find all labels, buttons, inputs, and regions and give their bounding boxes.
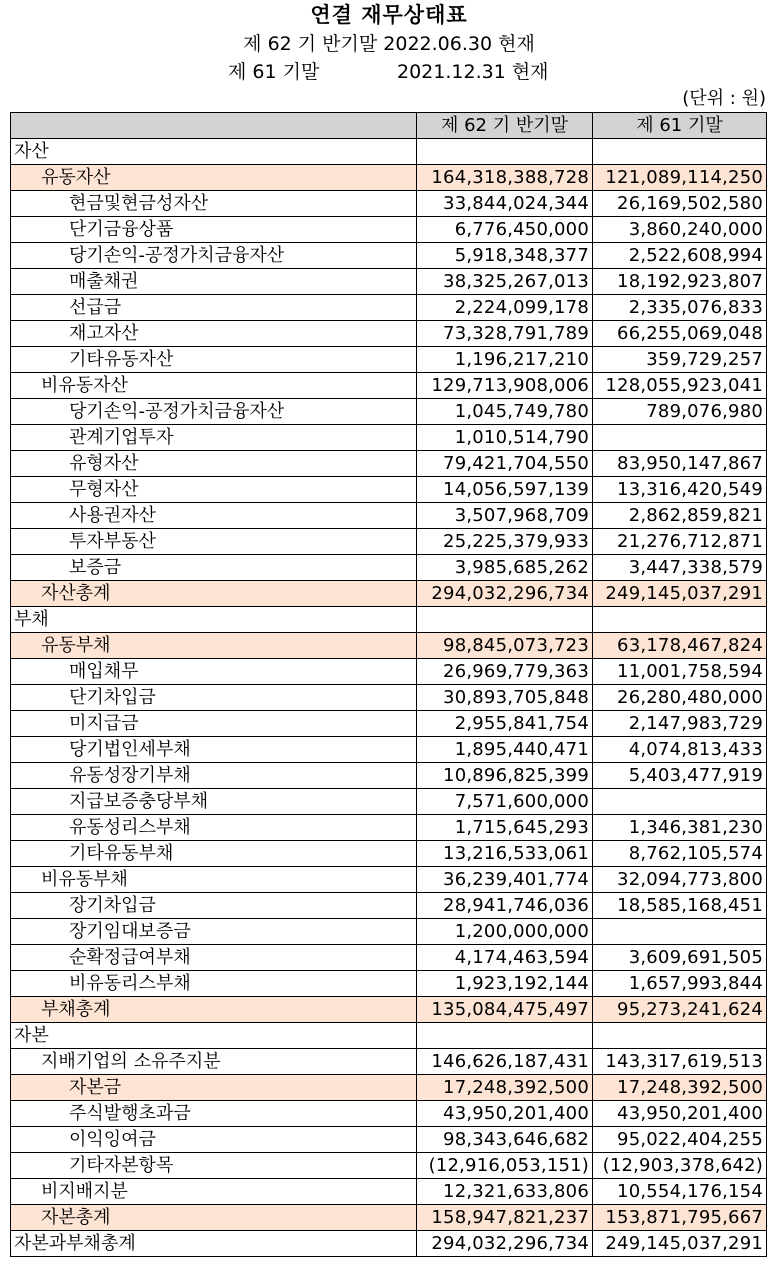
prior-period-value	[593, 789, 767, 815]
table-row	[11, 1153, 767, 1179]
report-title: 연결 재무상태표	[310, 3, 468, 27]
table-body	[11, 139, 767, 1257]
prior-period-value: 21,276,712,871	[593, 529, 767, 555]
prior-period-value: 359,729,257	[593, 347, 767, 373]
row-label: 비유동부채	[11, 867, 417, 893]
prior-period-value: 11,001,758,594	[593, 659, 767, 685]
row-label: 비유동리스부채	[11, 971, 417, 997]
table-row	[11, 997, 767, 1023]
row-label: 자본총계	[11, 1205, 417, 1231]
unit-label: (단위 : 원)	[682, 88, 766, 109]
row-label: 유형자산	[11, 451, 417, 477]
row-label: 관계기업투자	[11, 425, 417, 451]
row-label: 현금및현금성자산	[11, 191, 417, 217]
current-period-value: 10,896,825,399	[417, 763, 593, 789]
prior-period-value: 17,248,392,500	[593, 1075, 767, 1101]
current-period-value: 28,941,746,036	[417, 893, 593, 919]
row-label: 당기법인세부채	[11, 737, 417, 763]
prior-period-value: 153,871,795,667	[593, 1205, 767, 1231]
row-label: 자본	[11, 1023, 417, 1049]
row-label: 매입채무	[11, 659, 417, 685]
table-row	[11, 165, 767, 191]
table-row	[11, 841, 767, 867]
row-label: 무형자산	[11, 477, 417, 503]
table-row	[11, 1127, 767, 1153]
balance-sheet-table	[10, 112, 767, 1257]
current-period-value: 33,844,024,344	[417, 191, 593, 217]
row-label: 선급금	[11, 295, 417, 321]
prior-period-value: 1,346,381,230	[593, 815, 767, 841]
table-row	[11, 763, 767, 789]
table-row	[11, 919, 767, 945]
prior-period-value: 63,178,467,824	[593, 633, 767, 659]
prior-period-value: 83,950,147,867	[593, 451, 767, 477]
prior-period-value: 2,147,983,729	[593, 711, 767, 737]
current-period-value: 98,845,073,723	[417, 633, 593, 659]
table-row	[11, 945, 767, 971]
current-period-value: 5,918,348,377	[417, 243, 593, 269]
prior-period-value	[593, 607, 767, 633]
current-period-value: 13,216,533,061	[417, 841, 593, 867]
prior-period-value: 2,335,076,833	[593, 295, 767, 321]
row-label: 기타유동부채	[11, 841, 417, 867]
current-period-value	[417, 607, 593, 633]
current-period-value: 17,248,392,500	[417, 1075, 593, 1101]
row-label: 지배기업의 소유주지분	[11, 1049, 417, 1075]
current-period-value: 73,328,791,789	[417, 321, 593, 347]
table-row	[11, 503, 767, 529]
table-row	[11, 217, 767, 243]
prior-period-value: 18,192,923,807	[593, 269, 767, 295]
current-period-value: 6,776,450,000	[417, 217, 593, 243]
current-period-value: 1,715,645,293	[417, 815, 593, 841]
table-row	[11, 139, 767, 165]
prior-period-value	[593, 425, 767, 451]
current-period-value: 1,923,192,144	[417, 971, 593, 997]
current-period-value: 12,321,633,806	[417, 1179, 593, 1205]
row-label: 당기손익-공정가치금융자산	[11, 399, 417, 425]
current-period-value: 43,950,201,400	[417, 1101, 593, 1127]
table-row	[11, 555, 767, 581]
prior-period-value: 3,447,338,579	[593, 555, 767, 581]
prior-period-value: 128,055,923,041	[593, 373, 767, 399]
current-period-value	[417, 139, 593, 165]
prior-period-value: 249,145,037,291	[593, 1231, 767, 1257]
table-row	[11, 269, 767, 295]
row-label: 장기임대보증금	[11, 919, 417, 945]
row-label: 기타유동자산	[11, 347, 417, 373]
column-header-prior: 제 61 기말	[593, 113, 767, 139]
table-row	[11, 1101, 767, 1127]
prior-period-label: 제 61 기말	[228, 61, 320, 83]
column-header-item	[11, 113, 417, 139]
table-row	[11, 1205, 767, 1231]
row-label: 자산총계	[11, 581, 417, 607]
row-label: 사용권자산	[11, 503, 417, 529]
row-label: 기타자본항목	[11, 1153, 417, 1179]
current-period-value: 98,343,646,682	[417, 1127, 593, 1153]
current-period-value: 294,032,296,734	[417, 581, 593, 607]
current-period-value: 1,010,514,790	[417, 425, 593, 451]
current-period-value: 3,985,685,262	[417, 555, 593, 581]
prior-period-value: 1,657,993,844	[593, 971, 767, 997]
table-row	[11, 477, 767, 503]
table-row	[11, 425, 767, 451]
row-label: 자본과부채총계	[11, 1231, 417, 1257]
prior-period-value: 143,317,619,513	[593, 1049, 767, 1075]
prior-period-value	[593, 919, 767, 945]
table-row	[11, 1023, 767, 1049]
prior-period-value: 249,145,037,291	[593, 581, 767, 607]
current-period-value: (12,916,053,151)	[417, 1153, 593, 1179]
prior-period-value: 95,022,404,255	[593, 1127, 767, 1153]
current-period-value: 135,084,475,497	[417, 997, 593, 1023]
row-label: 단기차입금	[11, 685, 417, 711]
prior-period-value: 66,255,069,048	[593, 321, 767, 347]
current-period-value: 3,507,968,709	[417, 503, 593, 529]
table-row	[11, 1049, 767, 1075]
row-label: 자본금	[11, 1075, 417, 1101]
table-row	[11, 191, 767, 217]
prior-period-value: 4,074,813,433	[593, 737, 767, 763]
current-period-value: 25,225,379,933	[417, 529, 593, 555]
prior-period-value: 2,522,608,994	[593, 243, 767, 269]
current-period-value	[417, 1023, 593, 1049]
prior-period-value	[593, 139, 767, 165]
current-period-value: 1,200,000,000	[417, 919, 593, 945]
table-row	[11, 893, 767, 919]
prior-period-value: 10,554,176,154	[593, 1179, 767, 1205]
table-row	[11, 295, 767, 321]
table-row	[11, 1075, 767, 1101]
table-header-row	[11, 113, 767, 139]
table-row	[11, 321, 767, 347]
prior-period-value: 3,609,691,505	[593, 945, 767, 971]
prior-period-value: 13,316,420,549	[593, 477, 767, 503]
table-row	[11, 789, 767, 815]
row-label: 비유동자산	[11, 373, 417, 399]
table-row	[11, 529, 767, 555]
table-row	[11, 737, 767, 763]
table-row	[11, 685, 767, 711]
prior-period-value: 8,762,105,574	[593, 841, 767, 867]
row-label: 지급보증충당부채	[11, 789, 417, 815]
current-period-value: 7,571,600,000	[417, 789, 593, 815]
prior-period-value	[593, 1023, 767, 1049]
current-period-value: 79,421,704,550	[417, 451, 593, 477]
table-row	[11, 1179, 767, 1205]
current-period-value: 38,325,267,013	[417, 269, 593, 295]
row-label: 이익잉여금	[11, 1127, 417, 1153]
row-label: 매출채권	[11, 269, 417, 295]
current-period-value: 1,895,440,471	[417, 737, 593, 763]
row-label: 부채총계	[11, 997, 417, 1023]
table-row	[11, 633, 767, 659]
table-row	[11, 347, 767, 373]
table-row	[11, 607, 767, 633]
current-period-value: 164,318,388,728	[417, 165, 593, 191]
prior-period-value: (12,903,378,642)	[593, 1153, 767, 1179]
row-label: 비지배지분	[11, 1179, 417, 1205]
row-label: 자산	[11, 139, 417, 165]
prior-period-value: 5,403,477,919	[593, 763, 767, 789]
row-label: 당기손익-공정가치금융자산	[11, 243, 417, 269]
row-label: 유동부채	[11, 633, 417, 659]
prior-period-value: 32,094,773,800	[593, 867, 767, 893]
table-row	[11, 711, 767, 737]
current-period-value: 26,969,779,363	[417, 659, 593, 685]
prior-period-value: 3,860,240,000	[593, 217, 767, 243]
current-period-value: 2,224,099,178	[417, 295, 593, 321]
row-label: 유동성장기부채	[11, 763, 417, 789]
current-period-value: 1,196,217,210	[417, 347, 593, 373]
table-row	[11, 451, 767, 477]
table-row	[11, 581, 767, 607]
prior-period-value: 121,089,114,250	[593, 165, 767, 191]
current-period-value: 36,239,401,774	[417, 867, 593, 893]
row-label: 투자부동산	[11, 529, 417, 555]
row-label: 유동성리스부채	[11, 815, 417, 841]
current-period-value: 30,893,705,848	[417, 685, 593, 711]
table-row	[11, 243, 767, 269]
prior-period-line	[0, 58, 778, 86]
row-label: 재고자산	[11, 321, 417, 347]
table-row	[11, 373, 767, 399]
row-label: 주식발행초과금	[11, 1101, 417, 1127]
current-period-value: 2,955,841,754	[417, 711, 593, 737]
table-row	[11, 399, 767, 425]
current-period-line: 제 62 기 반기말 2022.06.30 현재	[243, 33, 535, 55]
report-header	[0, 0, 778, 86]
row-label: 단기금융상품	[11, 217, 417, 243]
current-period-value: 1,045,749,780	[417, 399, 593, 425]
current-period-value: 146,626,187,431	[417, 1049, 593, 1075]
prior-period-value: 43,950,201,400	[593, 1101, 767, 1127]
table-row	[11, 971, 767, 997]
row-label: 부채	[11, 607, 417, 633]
row-label: 보증금	[11, 555, 417, 581]
column-header-current: 제 62 기 반기말	[417, 113, 593, 139]
row-label: 장기차입금	[11, 893, 417, 919]
current-period-value: 294,032,296,734	[417, 1231, 593, 1257]
prior-period-value: 95,273,241,624	[593, 997, 767, 1023]
table-row	[11, 659, 767, 685]
table-row	[11, 867, 767, 893]
prior-period-value: 18,585,168,451	[593, 893, 767, 919]
table-row	[11, 1231, 767, 1257]
row-label: 순확정급여부채	[11, 945, 417, 971]
prior-period-date: 2021.12.31 현재	[397, 61, 549, 83]
current-period-value: 4,174,463,594	[417, 945, 593, 971]
current-period-value: 129,713,908,006	[417, 373, 593, 399]
prior-period-value: 789,076,980	[593, 399, 767, 425]
current-period-value: 158,947,821,237	[417, 1205, 593, 1231]
prior-period-value: 26,280,480,000	[593, 685, 767, 711]
prior-period-value: 26,169,502,580	[593, 191, 767, 217]
row-label: 유동자산	[11, 165, 417, 191]
prior-period-value: 2,862,859,821	[593, 503, 767, 529]
current-period-value: 14,056,597,139	[417, 477, 593, 503]
row-label: 미지급금	[11, 711, 417, 737]
table-row	[11, 815, 767, 841]
